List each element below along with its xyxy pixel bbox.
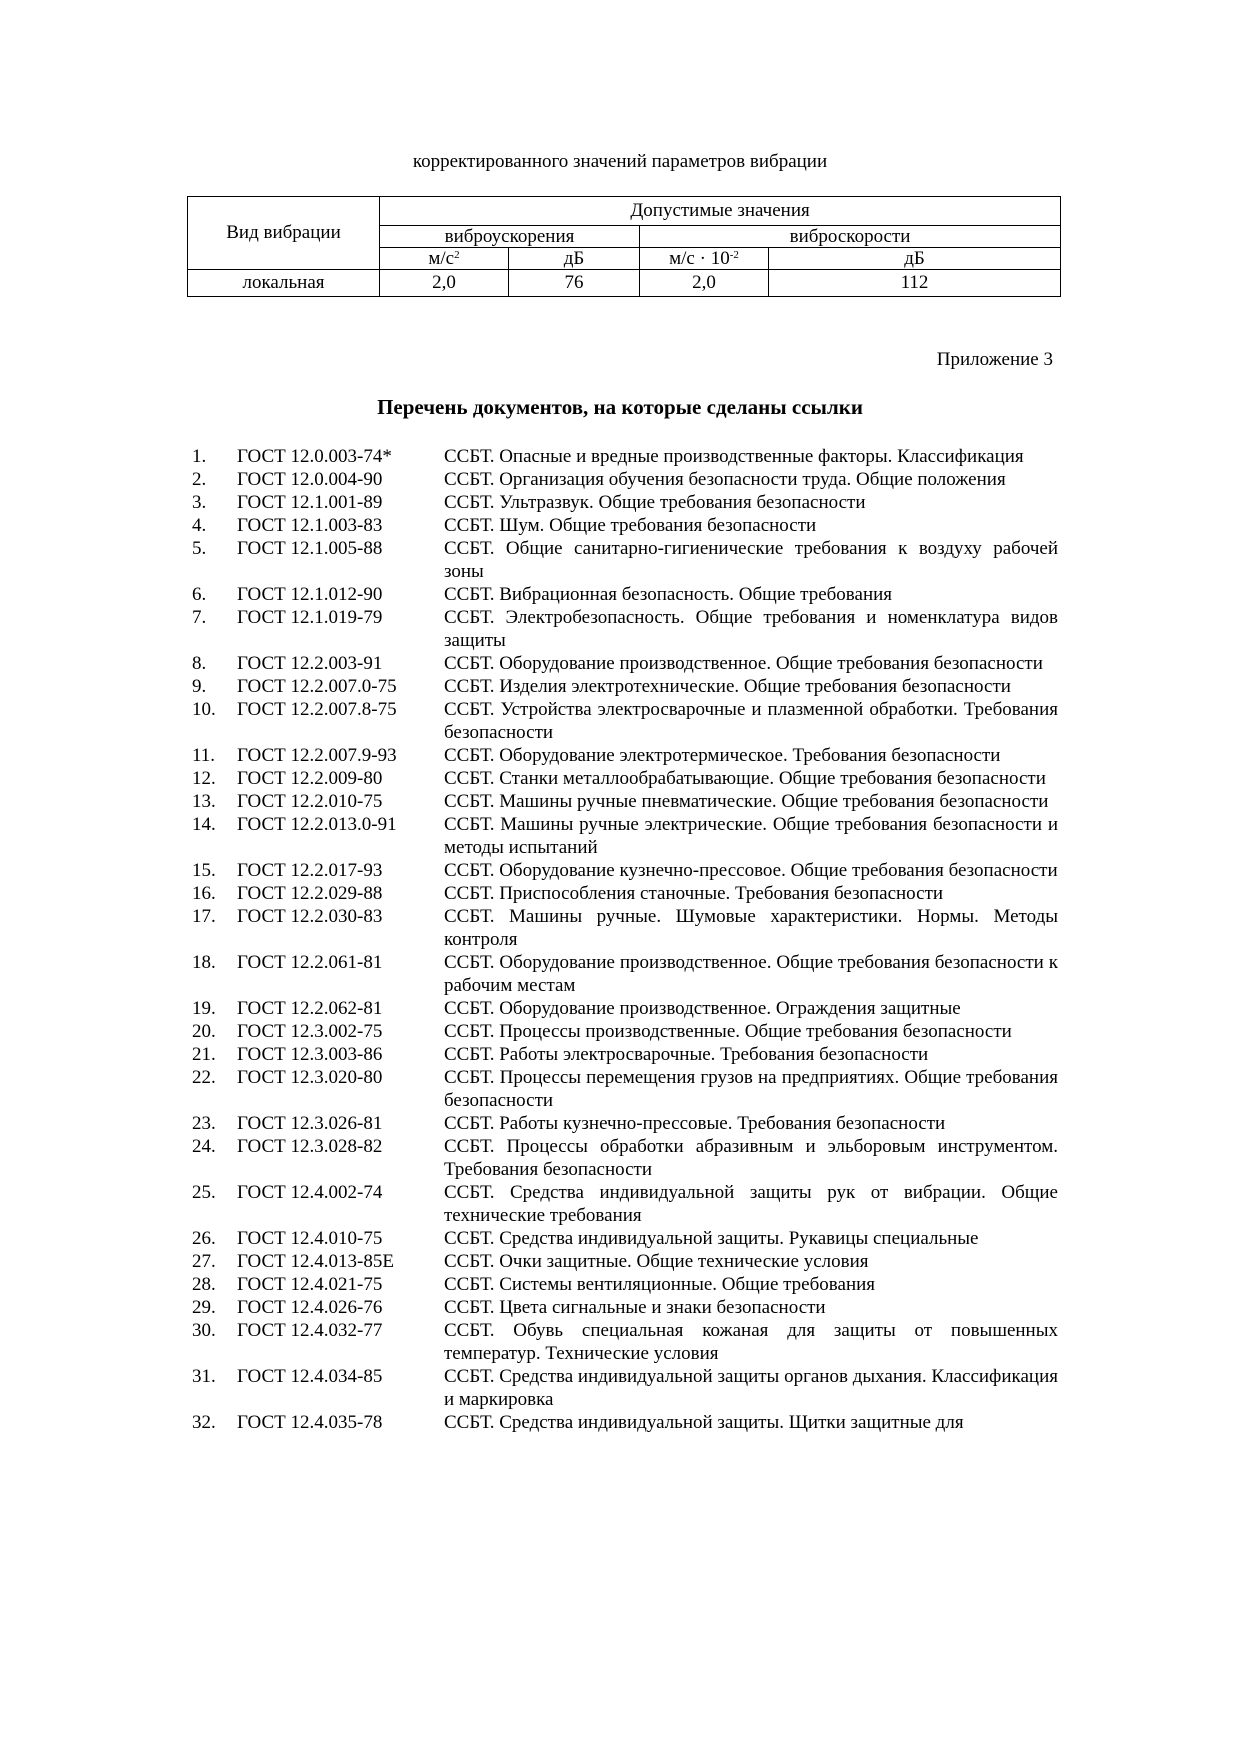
standard-code: ГОСТ 12.4.032-77 [237,1320,383,1341]
unit-acceleration-db: дБ [509,248,640,270]
standard-title: ССБТ. Устройства электросварочные и плазменной обработки. Требования безопасности [444,699,1058,743]
standard-title: ССБТ. Цвета сигнальные и знаки безопасности [444,1297,826,1318]
standard-code: ГОСТ 12.1.005-88 [237,538,383,559]
unit-velocity-base: м/с · 10 [669,247,730,269]
standard-code: ГОСТ 12.2.007.8-75 [237,699,397,720]
item-number: 9. [192,676,207,697]
standard-title: ССБТ. Вибрационная безопасность. Общие требования [444,584,893,605]
standard-title: ССБТ. Шум. Общие требования безопасности [444,515,817,536]
standard-code: ГОСТ 12.0.003-74* [237,446,392,467]
item-number: 20. [192,1021,216,1042]
header-acceleration: виброускорения [380,226,640,248]
standard-title: ССБТ. Изделия электротехнические. Общие требования безопасности [444,676,1011,697]
document-list-item [192,1319,1058,1365]
document-list-item [192,951,1058,997]
standard-code: ГОСТ 12.4.034-85 [237,1366,383,1387]
table-caption: корректированного значений параметров вибрации [412,151,828,172]
standard-code: ГОСТ 12.4.035-78 [237,1412,383,1433]
document-list-item [192,997,1058,1020]
document-list-item [192,583,1058,606]
vibration-limits-table [187,196,1061,297]
document-list-item [192,1411,1058,1434]
document-list-item [192,767,1058,790]
cell-vel-db: 112 [769,270,1061,297]
document-list-item [192,859,1058,882]
standard-code: ГОСТ 12.2.010-75 [237,791,383,812]
standard-title: ССБТ. Средства индивидуальной защиты. Щитки защитные для [444,1412,964,1433]
cell-accel-value: 2,0 [380,270,509,297]
document-list-item [192,468,1058,491]
standard-code: ГОСТ 12.3.020-80 [237,1067,383,1088]
document-list-item [192,790,1058,813]
item-number: 22. [192,1067,216,1088]
standard-title: ССБТ. Обувь специальная кожаная для защиты от повышенных температур. Технические условия [444,1320,1058,1364]
item-number: 13. [192,791,216,812]
standard-code: ГОСТ 12.2.009-80 [237,768,383,789]
standard-title: ССБТ. Машины ручные. Шумовые характеристики. Нормы. Методы контроля [444,906,1058,950]
standard-title: ССБТ. Процессы перемещения грузов на предприятиях. Общие требования безопасности [444,1067,1058,1111]
document-list-item [192,606,1058,652]
item-number: 3. [192,492,207,513]
unit-velocity [640,248,769,270]
item-number: 32. [192,1412,216,1433]
unit-velocity-exp: -2 [729,248,739,261]
item-number: 15. [192,860,216,881]
item-number: 23. [192,1113,216,1134]
standard-code: ГОСТ 12.3.003-86 [237,1044,383,1065]
unit-acceleration-base: м/с [428,247,455,269]
standard-code: ГОСТ 12.2.029-88 [237,883,383,904]
item-number: 19. [192,998,216,1019]
standard-title: ССБТ. Системы вентиляционные. Общие требования [444,1274,876,1295]
header-velocity: виброскорости [640,226,1061,248]
standard-title: ССБТ. Работы кузнечно-прессовые. Требования безопасности [444,1113,946,1134]
standard-code: ГОСТ 12.2.007.0-75 [237,676,397,697]
item-number: 29. [192,1297,216,1318]
cell-accel-db: 76 [509,270,640,297]
item-number: 25. [192,1182,216,1203]
standard-code: ГОСТ 12.1.012-90 [237,584,383,605]
document-list-item [192,1135,1058,1181]
header-vibration-type: Вид вибрации [188,197,380,270]
standard-code: ГОСТ 12.4.026-76 [237,1297,383,1318]
document-list-item [192,744,1058,767]
document-list-item [192,1020,1058,1043]
document-list [192,445,1058,1434]
standard-code: ГОСТ 12.3.002-75 [237,1021,383,1042]
document-list-item [192,675,1058,698]
item-number: 2. [192,469,207,490]
header-permissible-values: Допустимые значения [380,197,1061,226]
standard-code: ГОСТ 12.2.061-81 [237,952,383,973]
document-list-item [192,1227,1058,1250]
item-number: 10. [192,699,216,720]
document-list-item [192,537,1058,583]
item-number: 26. [192,1228,216,1249]
standard-title: ССБТ. Приспособления станочные. Требования безопасности [444,883,944,904]
standard-code: ГОСТ 12.2.062-81 [237,998,383,1019]
item-number: 7. [192,607,207,628]
document-list-item [192,445,1058,468]
item-number: 17. [192,906,216,927]
document-list-item [192,1273,1058,1296]
standard-code: ГОСТ 12.1.019-79 [237,607,383,628]
item-number: 18. [192,952,216,973]
appendix-label: Приложение 3 [936,349,1053,370]
item-number: 21. [192,1044,216,1065]
document-list-item [192,514,1058,537]
item-number: 16. [192,883,216,904]
document-list-item [192,1043,1058,1066]
document-list-item [192,813,1058,859]
document-list-item [192,652,1058,675]
standard-code: ГОСТ 12.3.026-81 [237,1113,383,1134]
standard-title: ССБТ. Средства индивидуальной защиты. Рукавицы специальные [444,1228,979,1249]
item-number: 8. [192,653,207,674]
document-list-item [192,491,1058,514]
standard-code: ГОСТ 12.2.030-83 [237,906,383,927]
item-number: 4. [192,515,207,536]
standard-title: ССБТ. Опасные и вредные производственные факторы. Классификация [444,446,1024,467]
standard-title: ССБТ. Средства индивидуальной защиты рук от вибрации. Общие технические требования [444,1182,1058,1226]
standard-code: ГОСТ 12.4.013-85Е [237,1251,394,1272]
unit-acceleration-exp: 2 [454,248,460,261]
unit-acceleration [380,248,509,270]
item-number: 27. [192,1251,216,1272]
document-list-item [192,905,1058,951]
item-number: 31. [192,1366,216,1387]
document-list-item [192,882,1058,905]
standard-title: ССБТ. Средства индивидуальной защиты органов дыхания. Классификация и маркировка [444,1366,1058,1410]
item-number: 11. [192,745,216,766]
item-number: 12. [192,768,216,789]
standard-code: ГОСТ 12.2.013.0-91 [237,814,397,835]
document-list-item [192,1181,1058,1227]
standard-title: ССБТ. Процессы обработки абразивным и эльборовым инструментом. Требования безопасности [444,1136,1058,1180]
item-number: 5. [192,538,207,559]
standard-code: ГОСТ 12.1.001-89 [237,492,383,513]
standard-title: ССБТ. Машины ручные пневматические. Общие требования безопасности [444,791,1049,812]
standard-title: ССБТ. Оборудование производственное. Общие требования безопасности к рабочим местам [444,952,1058,996]
standard-title: ССБТ. Ультразвук. Общие требования безопасности [444,492,866,513]
standard-title: ССБТ. Оборудование кузнечно-прессовое. Общие требования безопасности [444,860,1058,881]
standard-title: ССБТ. Оборудование электротермическое. Требования безопасности [444,745,1001,766]
standard-title: ССБТ. Станки металлообрабатывающие. Общие требования безопасности [444,768,1046,789]
document-list-item [192,1250,1058,1273]
item-number: 28. [192,1274,216,1295]
item-number: 6. [192,584,207,605]
document-list-item [192,1296,1058,1319]
standard-code: ГОСТ 12.2.017-93 [237,860,383,881]
standard-code: ГОСТ 12.4.021-75 [237,1274,383,1295]
standard-title: ССБТ. Работы электросварочные. Требования безопасности [444,1044,929,1065]
standard-title: ССБТ. Очки защитные. Общие технические условия [444,1251,869,1272]
standard-code: ГОСТ 12.1.003-83 [237,515,383,536]
cell-vel-value: 2,0 [640,270,769,297]
standard-title: ССБТ. Общие санитарно-гигиенические требования к воздуху рабочей зоны [444,538,1058,582]
document-list-item [192,1365,1058,1411]
standard-title: ССБТ. Процессы производственные. Общие требования безопасности [444,1021,1012,1042]
document-list-item [192,1112,1058,1135]
standard-title: ССБТ. Машины ручные электрические. Общие требования безопасности и методы испытаний [444,814,1058,858]
item-number: 14. [192,814,216,835]
standard-title: ССБТ. Оборудование производственное. Общие требования безопасности [444,653,1043,674]
standard-title: ССБТ. Электробезопасность. Общие требования и номенклатура видов защиты [444,607,1058,651]
unit-velocity-db: дБ [769,248,1061,270]
item-number: 30. [192,1320,216,1341]
item-number: 24. [192,1136,216,1157]
standard-code: ГОСТ 12.3.028-82 [237,1136,383,1157]
standard-code: ГОСТ 12.0.004-90 [237,469,383,490]
standard-code: ГОСТ 12.4.010-75 [237,1228,383,1249]
row-type-local: локальная [188,270,380,297]
section-heading: Перечень документов, на которые сделаны ссылки [377,395,863,419]
standard-title: ССБТ. Оборудование производственное. Ограждения защитные [444,998,961,1019]
standard-title: ССБТ. Организация обучения безопасности труда. Общие положения [444,469,1006,490]
standard-code: ГОСТ 12.2.007.9-93 [237,745,397,766]
item-number: 1. [192,446,207,467]
document-list-item [192,698,1058,744]
standard-code: ГОСТ 12.2.003-91 [237,653,383,674]
document-list-item [192,1066,1058,1112]
standard-code: ГОСТ 12.4.002-74 [237,1182,383,1203]
